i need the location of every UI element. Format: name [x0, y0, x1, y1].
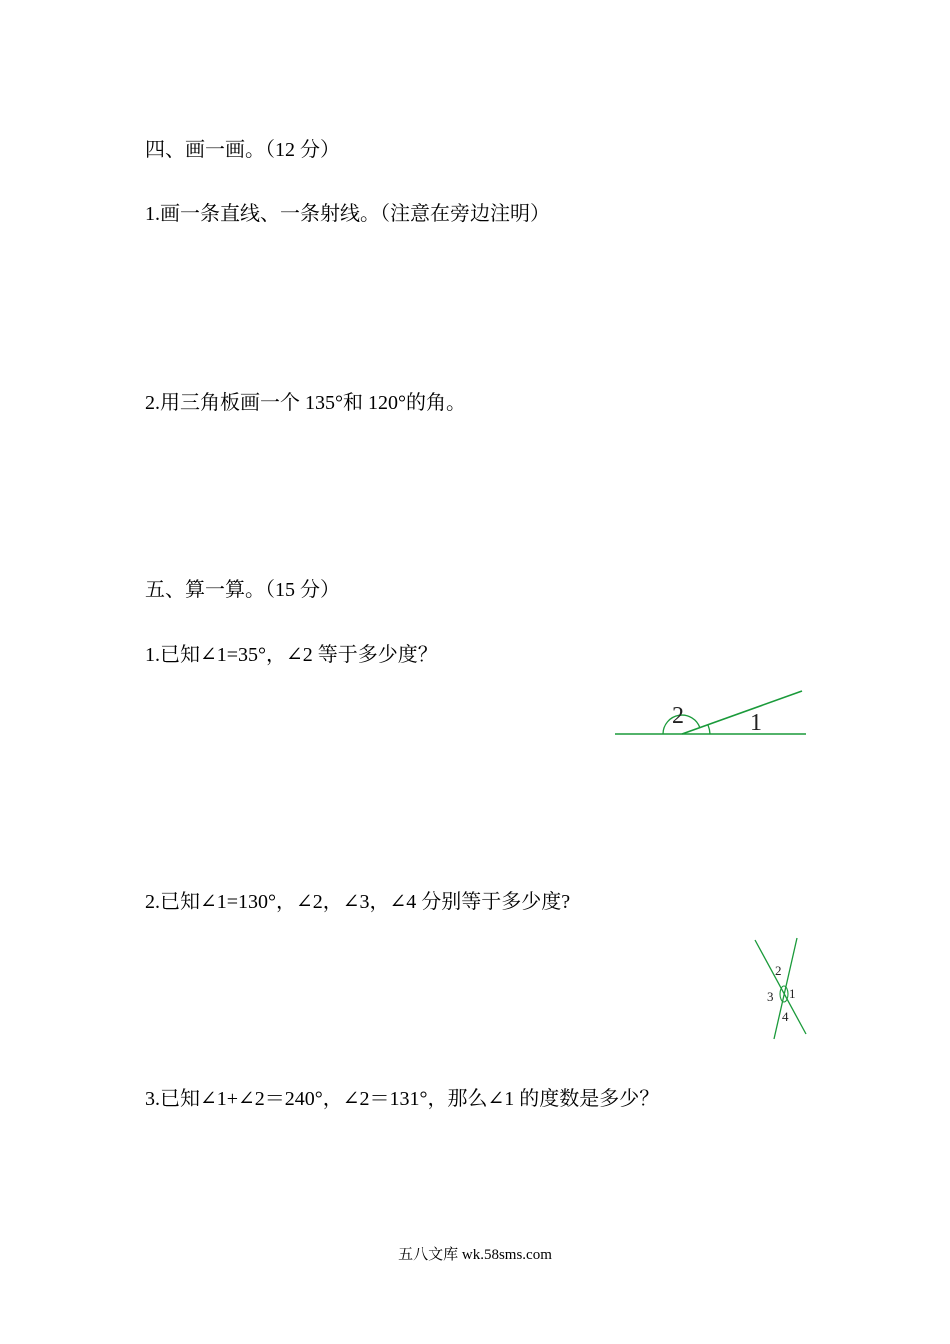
section-4-question-2: 2.用三角板画一个 135°和 120°的角。	[145, 392, 466, 414]
section-5-question-1: 1.已知∠1=35°，∠2 等于多少度？	[145, 644, 438, 666]
figure-2-label-angle-1: 1	[789, 986, 796, 1001]
figure-2-label-angle-2: 2	[775, 963, 782, 978]
figure-2-label-angle-3: 3	[767, 989, 774, 1004]
section-5-heading: 五、算一算。（15 分）	[145, 579, 340, 601]
section-4-question-1: 1.画一条直线、一条射线。（注意在旁边注明）	[145, 203, 550, 225]
section-4-heading: 四、画一画。（12 分）	[145, 139, 340, 161]
angle-figure-1	[610, 685, 810, 741]
footer-watermark: 五八文库 wk.58sms.com	[398, 1247, 552, 1263]
figure-2-line-b	[755, 940, 806, 1034]
figure-1-label-angle-2: 2	[672, 703, 684, 729]
figure-2-label-angle-4: 4	[782, 1009, 789, 1024]
section-5-question-2: 2.已知∠1=130°，∠2，∠3，∠4 分别等于多少度?	[145, 891, 571, 913]
section-5-question-3: 3.已知∠1+∠2＝240°，∠2＝131°，那么∠1 的度数是多少？	[145, 1088, 660, 1110]
figure-1-label-angle-1: 1	[750, 710, 762, 736]
figure-1-angle-1-arc	[708, 725, 710, 734]
angle-figure-2	[745, 935, 815, 1045]
